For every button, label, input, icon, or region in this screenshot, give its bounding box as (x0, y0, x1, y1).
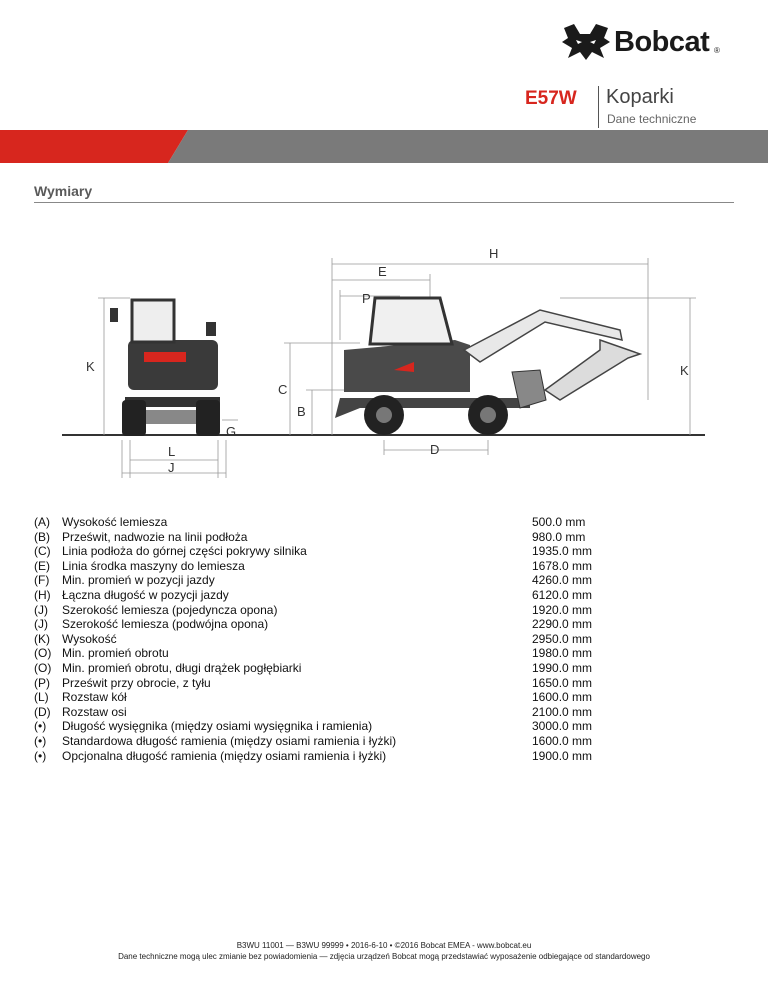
dim-label-k-side: K (680, 363, 689, 378)
brand-wordmark: Bobcat (614, 26, 710, 58)
spec-label: Linia środka maszyny do lemiesza (62, 558, 245, 573)
spec-row (34, 632, 634, 647)
spec-code: (J) (34, 617, 48, 632)
dimensions-diagram (0, 240, 768, 480)
spec-row (34, 573, 634, 588)
spec-row (34, 559, 634, 574)
spec-label: Opcjonalna długość ramienia (między osiami ramienia i łyżki) (62, 748, 387, 763)
specifications-list (34, 515, 634, 763)
spec-code: (J) (34, 602, 48, 617)
spec-value: 1678.0 mm (532, 558, 593, 573)
footer-serial-line: B3WU 11001 — B3WU 99999 • 2016-6-10 • ©2016 Bobcat EMEA - www.bobcat.eu (236, 941, 532, 950)
dim-label-g: G (226, 424, 237, 439)
spec-label: Min. promień obrotu (62, 646, 169, 661)
dim-label-k-front: K (86, 359, 95, 374)
spec-label: Prześwit, nadwozie na linii podłoża (62, 529, 248, 544)
spec-label: Standardowa długość ramienia (między osiami ramienia i łyżki) (62, 733, 397, 748)
dim-label-d: D (430, 442, 440, 457)
dim-label-b: B (297, 404, 306, 419)
spec-value: 1600.0 mm (532, 690, 593, 705)
title-divider (598, 86, 599, 128)
spec-code: (•) (34, 733, 47, 748)
spec-code: (L) (34, 690, 49, 705)
model-name: E57W (525, 88, 577, 109)
spec-row (34, 603, 634, 618)
spec-code: (H) (34, 587, 51, 602)
spec-label: Łączna długość w pozycji jazdy (62, 587, 229, 602)
spec-row (34, 676, 634, 691)
document-subtitle: Dane techniczne (607, 112, 697, 126)
spec-label: Rozstaw kół (62, 690, 127, 705)
spec-value: 2100.0 mm (532, 704, 593, 719)
spec-value: 500.0 mm (532, 515, 586, 529)
spec-code: (O) (34, 646, 52, 661)
registered-mark: ® (714, 46, 720, 55)
dim-label-j: J (168, 460, 175, 475)
side-view-excavator (335, 298, 640, 435)
dim-label-e: E (378, 264, 387, 279)
spec-code: (E) (34, 558, 50, 573)
spec-row (34, 749, 634, 764)
spec-value: 4260.0 mm (532, 573, 593, 588)
spec-label: Wysokość lemiesza (62, 515, 168, 529)
spec-code: (•) (34, 748, 47, 763)
spec-code: (B) (34, 529, 50, 544)
spec-row (34, 544, 634, 559)
spec-label: Wysokość (62, 631, 117, 646)
spec-row (34, 734, 634, 749)
spec-value: 2950.0 mm (532, 631, 593, 646)
bobcat-logo (560, 22, 730, 66)
spec-value: 2290.0 mm (532, 617, 593, 632)
spec-label: Min. promień obrotu, długi drążek pogłębiarki (62, 660, 302, 675)
spec-label: Szerokość lemiesza (pojedyncza opona) (62, 602, 278, 617)
dim-label-c: C (278, 382, 288, 397)
spec-row (34, 515, 634, 530)
spec-code: (C) (34, 544, 51, 559)
spec-row (34, 646, 634, 661)
front-view-excavator (110, 300, 220, 436)
spec-value: 1600.0 mm (532, 733, 593, 748)
spec-code: (A) (34, 515, 50, 529)
spec-value: 6120.0 mm (532, 587, 593, 602)
spec-value: 1650.0 mm (532, 675, 593, 690)
spec-label: Linia podłoża do górnej części pokrywy silnika (62, 544, 307, 559)
bobcat-head-icon (560, 22, 612, 62)
header-band (0, 130, 768, 163)
dim-label-p: P (362, 291, 371, 306)
spec-row (34, 719, 634, 734)
spec-code: (•) (34, 719, 47, 734)
spec-code: (K) (34, 631, 50, 646)
spec-value: 1920.0 mm (532, 602, 593, 617)
spec-row (34, 588, 634, 603)
section-title: Wymiary (34, 183, 93, 199)
spec-value: 1990.0 mm (532, 660, 593, 675)
spec-row (34, 617, 634, 632)
spec-code: (P) (34, 675, 50, 690)
dim-label-h: H (489, 246, 499, 261)
product-category: Koparki (606, 86, 674, 108)
spec-row (34, 705, 634, 720)
spec-value: 1900.0 mm (532, 748, 593, 763)
spec-code: (F) (34, 573, 50, 588)
section-divider (34, 202, 734, 203)
spec-row (34, 661, 634, 676)
spec-value: 3000.0 mm (532, 719, 593, 734)
footer-disclaimer: Dane techniczne mogą ulec zmianie bez powiadomienia — zdjęcia urządzeń Bobcat mogą przedstawiać wyposażenie odbiegające od standardowego (118, 952, 650, 961)
spec-value: 1980.0 mm (532, 646, 593, 661)
spec-label: Rozstaw osi (62, 704, 127, 719)
spec-code: (O) (34, 660, 52, 675)
dim-label-l: L (168, 444, 176, 459)
spec-row (34, 530, 634, 545)
spec-code: (D) (34, 704, 51, 719)
spec-label: Szerokość lemiesza (podwójna opona) (62, 617, 269, 632)
spec-value: 1935.0 mm (532, 544, 593, 559)
spec-label: Min. promień w pozycji jazdy (62, 573, 215, 588)
spec-value: 980.0 mm (532, 529, 586, 544)
spec-row (34, 690, 634, 705)
spec-label: Prześwit przy obrocie, z tyłu (62, 675, 211, 690)
spec-label: Długość wysięgnika (między osiami wysięgnika i ramienia) (62, 719, 373, 734)
